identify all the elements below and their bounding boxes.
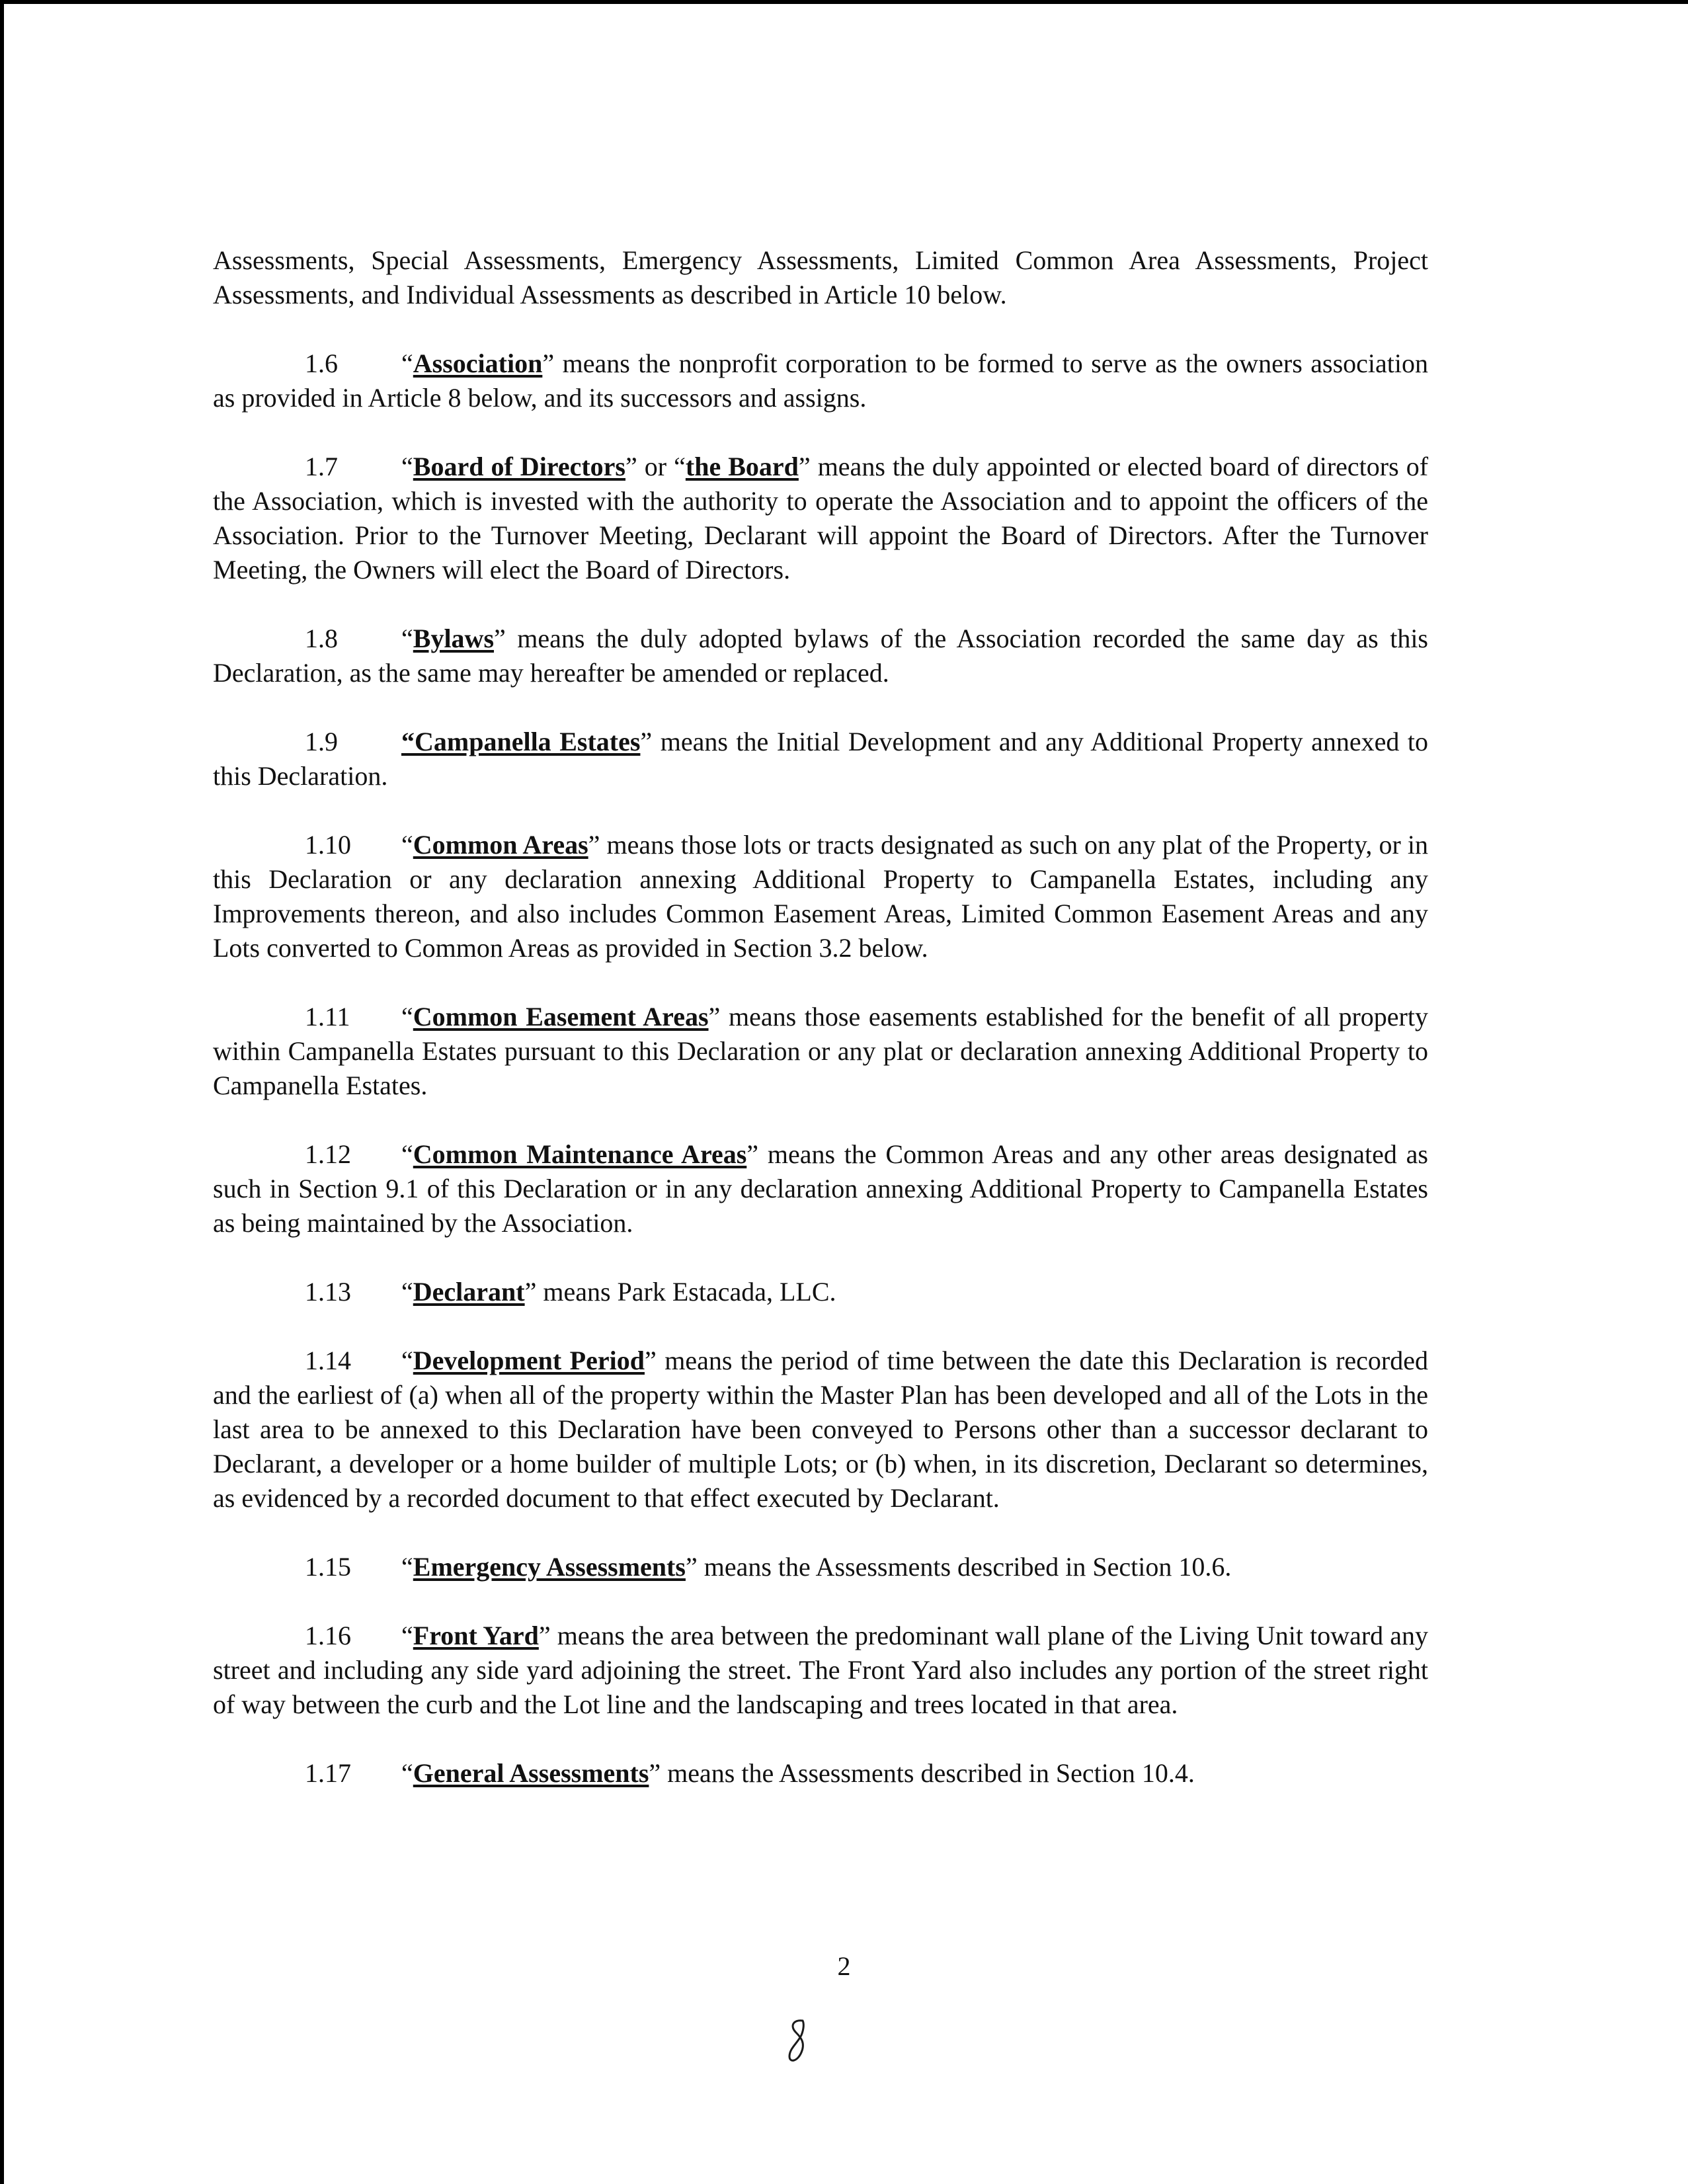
section-number: 1.6 — [305, 348, 338, 378]
section-number: 1.14 — [305, 1346, 351, 1375]
page-number: 2 — [837, 1951, 851, 1981]
defined-term: Front Yard — [413, 1621, 539, 1650]
definition-1-15: 1.15 “Emergency Assessments” means the Assessments described in Section 10.6. — [213, 1550, 1428, 1584]
defined-term: “Campanella Estates — [401, 727, 641, 756]
definition-1-8: 1.8 “Bylaws” means the duly adopted bylaws of the Association recorded the same day as this Declaration, as the same may hereafter be amended or replaced. — [213, 622, 1428, 690]
definition-1-11: 1.11 “Common Easement Areas” means those easements established for the benefit of all property within Campanella Estates pursuant to this Declaration or any plat or declaration annexing Additional Property to Campanella Estates. — [213, 1000, 1428, 1103]
definition-1-9: 1.9 “Campanella Estates” means the Initial Development and any Additional Property annexed to this Declaration. — [213, 725, 1428, 793]
definition-text: means the Assessments described in Section 10.4. — [661, 1758, 1195, 1788]
definition-1-10: 1.10 “Common Areas” means those lots or tracts designated as such on any plat of the Property, or in this Declaration or any declaration annexing Additional Property to Campanella Estates, including any Improvements thereon, and also includes Common Easement Areas, Limited Common Easement Areas and any Lots converted to Common Areas as provided in Section 3.2 below. — [213, 828, 1428, 965]
definition-text: means the Initial Development and any Additional Property annexed to this Declaration. — [213, 727, 1429, 791]
definition-text: means the period of time between the date this Declaration is recorded and the earliest of (a) when all of the property within the Master Plan has been developed and all of the Lots in the last area to be annexed to this Declaration have been conveyed to Persons other than a successor declarant to Declarant, a developer or a home builder of multiple Lots; or (b) when, in its discretion, Declarant so determines, as evidenced by a recorded document to that effect executed by Declarant. — [213, 1346, 1429, 1513]
section-number: 1.17 — [305, 1758, 351, 1788]
section-number: 1.16 — [305, 1621, 351, 1650]
defined-term: Board of Directors — [413, 452, 625, 481]
document-body — [213, 243, 1428, 1825]
defined-term: Common Easement Areas — [413, 1002, 709, 1031]
defined-term: General Assessments — [413, 1758, 649, 1788]
definition-1-17: 1.17 “General Assessments” means the Assessments described in Section 10.4. — [213, 1756, 1428, 1791]
section-number: 1.9 — [305, 727, 338, 756]
definition-text: means the duly adopted bylaws of the Association recorded the same day as this Declaration, as the same may hereafter be amended or replaced. — [213, 624, 1428, 688]
section-number: 1.10 — [305, 830, 351, 860]
section-number: 1.8 — [305, 624, 338, 653]
section-number: 1.7 — [305, 452, 338, 481]
section-number: 1.13 — [305, 1277, 351, 1307]
definition-text: means the Assessments described in Section 10.6. — [697, 1552, 1232, 1582]
defined-term: Development Period — [413, 1346, 645, 1375]
defined-term: Emergency Assessments — [413, 1552, 686, 1582]
definition-text: means the area between the predominant wall plane of the Living Unit toward any street and including any side yard adjoining the street. The Front Yard also includes any portion of the street right of way between the curb and the Lot line and the landscaping and trees located in that area. — [213, 1621, 1429, 1719]
section-number: 1.11 — [305, 1002, 350, 1031]
defined-term: Common Maintenance Areas — [413, 1139, 747, 1169]
definition-1-16: 1.16 “Front Yard” means the area between the predominant wall plane of the Living Unit toward any street and including any side yard adjoining the street. The Front Yard also includes any portion of the street right of way between the curb and the Lot line and the landscaping and trees located in that area. — [213, 1619, 1428, 1722]
definition-text: means the Common Areas and any other areas designated as such in Section 9.1 of this Declaration or in any declaration annexing Additional Property to Campanella Estates as being maintained by the Association. — [213, 1139, 1428, 1238]
handwritten-page-mark — [784, 2017, 811, 2070]
definition-text: means those easements established for the benefit of all property within Campanella Estates pursuant to this Declaration or any plat or declaration annexing Additional Property to Campanella Estates. — [213, 1002, 1428, 1100]
scan-edge-left — [0, 0, 4, 2184]
definition-1-14: 1.14 “Development Period” means the period of time between the date this Declaration is recorded and the earliest of (a) when all of the property within the Master Plan has been developed and all of the Lots in the last area to be annexed to this Declaration have been conveyed to Persons other than a successor declarant to Declarant, a developer or a home builder of multiple Lots; or (b) when, in its discretion, Declarant so determines, as evidenced by a recorded document to that effect executed by Declarant. — [213, 1344, 1428, 1516]
defined-term: Association — [413, 348, 543, 378]
definition-text: means the duly appointed or elected board of directors of the Association, which is invested with the authority to operate the Association and to appoint the officers of the Association. Prior to the Turnover Meeting, Declarant will appoint the Board of Directors. After the Turnover Meeting, the Owners will elect the Board of Directors. — [213, 452, 1429, 585]
defined-term-alt: the Board — [685, 452, 799, 481]
section-number: 1.15 — [305, 1552, 351, 1582]
definition-1-7: 1.7 “Board of Directors” or “the Board” means the duly appointed or elected board of directors of the Association, which is invested with the authority to operate the Association and to appoint the officers of the Association. Prior to the Turnover Meeting, Declarant will appoint the Board of Directors. After the Turnover Meeting, the Owners will elect the Board of Directors. — [213, 450, 1428, 587]
definition-1-6: 1.6 “Association” means the nonprofit corporation to be formed to serve as the owners association as provided in Article 8 below, and its successors and assigns. — [213, 346, 1428, 415]
defined-term: Common Areas — [413, 830, 588, 860]
definition-text: means the nonprofit corporation to be formed to serve as the owners association as provided in Article 8 below, and its successors and assigns. — [213, 348, 1428, 413]
section-number: 1.12 — [305, 1139, 351, 1169]
definition-1-12: 1.12 “Common Maintenance Areas” means the Common Areas and any other areas designated as such in Section 9.1 of this Declaration or in any declaration annexing Additional Property to Campanella Estates as being maintained by the Association. — [213, 1137, 1428, 1240]
defined-term: Bylaws — [413, 624, 495, 653]
scan-edge-top — [0, 0, 1688, 4]
defined-term: Declarant — [413, 1277, 525, 1307]
definition-text: means Park Estacada, LLC. — [536, 1277, 836, 1307]
definition-text: means those lots or tracts designated as such on any plat of the Property, or in this Declaration or any declaration annexing Additional Property to Campanella Estates, including any Improvements thereon, and also includes Common Easement Areas, Limited Common Easement Areas and any Lots converted to Common Areas as provided in Section 3.2 below. — [213, 830, 1428, 963]
definition-1-13: 1.13 “Declarant” means Park Estacada, LLC. — [213, 1275, 1428, 1309]
intro-paragraph: Assessments, Special Assessments, Emergency Assessments, Limited Common Area Assessments, Project Assessments, and Individual Assessments as described in Article 10 below. — [213, 245, 1428, 309]
